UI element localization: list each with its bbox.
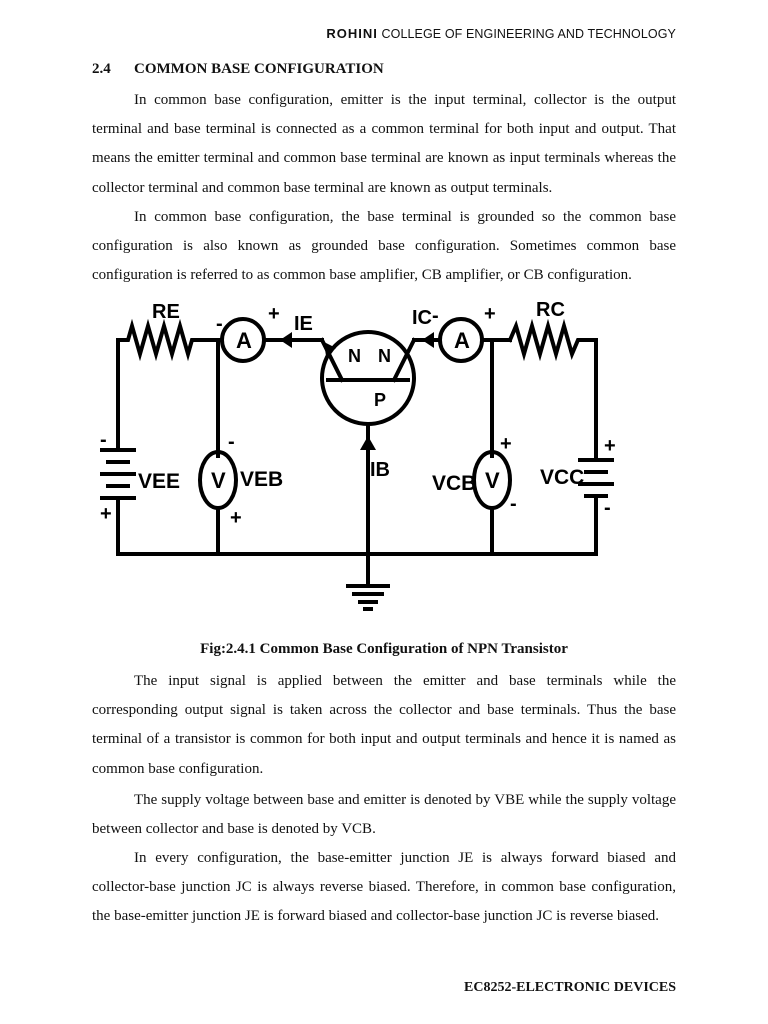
label-ie: IE — [294, 313, 313, 335]
collector-ammeter-label: A — [454, 328, 470, 353]
page-header — [326, 26, 676, 41]
label-vcb: VCB — [432, 472, 477, 495]
sign-ammeter-c-minus: - — [432, 305, 439, 327]
paragraph-4: The supply voltage between base and emitter is denoted by VBE while the supply voltage between collector and base is denoted by VCB. — [92, 792, 676, 838]
sign-veb-minus: - — [228, 431, 235, 453]
section-number: 2.4 — [92, 61, 111, 77]
paragraph-2: In common base configuration, the base terminal is grounded so the common base configuration is also known as grounded base configuration. Sometimes common base configuration is referred to as common base amplifier, CB amplifier, or CB configuration. — [92, 209, 676, 284]
ie-arrow — [280, 332, 292, 348]
paragraph-5: In every configuration, the base-emitter junction JE is always forward biased and collector-base junction JC is always reverse biased. Therefore, in common base configuration, the base-emitter junction JE is forward biased and collector-base junction JC is reverse biased. — [92, 850, 676, 925]
college-brand: ROHINI — [326, 26, 378, 41]
label-n-left: N — [348, 346, 361, 366]
cb-circuit-diagram — [100, 296, 630, 626]
sign-ammeter-c-plus: + — [484, 303, 496, 325]
sign-vcb-plus: + — [500, 433, 512, 455]
label-n-right: N — [378, 346, 391, 366]
paragraph-3: The input signal is applied between the emitter and base terminals while the corresponding output signal is taken across the collector and base terminals. Thus the base terminal of a transistor is common for both input and output terminals and hence it is named as common base configuration. — [92, 673, 676, 777]
sign-ammeter-e-plus: + — [268, 303, 280, 325]
label-ib: IB — [370, 459, 390, 481]
label-vcc: VCC — [540, 466, 585, 489]
label-re: RE — [152, 301, 180, 323]
veb-voltmeter-label: V — [211, 468, 226, 493]
emitter-ammeter-label: A — [236, 328, 252, 353]
college-name: COLLEGE OF ENGINEERING AND TECHNOLOGY — [377, 27, 676, 41]
re-resistor — [118, 326, 200, 354]
label-veb: VEB — [240, 468, 284, 491]
sign-ammeter-e-minus: - — [216, 313, 223, 335]
page-footer: EC8252-ELECTRONIC DEVICES — [464, 980, 676, 995]
vcb-voltmeter-label: V — [485, 468, 500, 493]
sign-vee-minus: - — [100, 429, 107, 451]
label-vee: VEE — [138, 470, 181, 493]
sign-vcb-minus: - — [510, 493, 517, 515]
sign-vcc-minus: - — [604, 497, 611, 519]
sign-veb-plus: + — [230, 507, 242, 529]
ic-arrow — [422, 332, 434, 348]
figure-caption: Fig:2.4.1 Common Base Configuration of NPN Transistor — [200, 641, 568, 657]
label-p: P — [374, 390, 387, 410]
sign-vcc-plus: + — [604, 435, 616, 457]
section-title: COMMON BASE CONFIGURATION — [134, 61, 384, 77]
label-rc: RC — [536, 299, 565, 321]
section-heading — [92, 61, 384, 78]
ib-arrow — [360, 436, 376, 450]
paragraph-1: In common base configuration, emitter is the input terminal, collector is the output terminal and base terminal is connected as a common terminal for both input and output. That means the emitter terminal and common base terminal are known as input terminals whereas the collector terminal and common base terminal are known as output terminals. — [92, 92, 676, 196]
rc-resistor — [510, 326, 596, 354]
sign-vee-plus: + — [100, 503, 112, 525]
label-ic: IC — [412, 307, 432, 329]
